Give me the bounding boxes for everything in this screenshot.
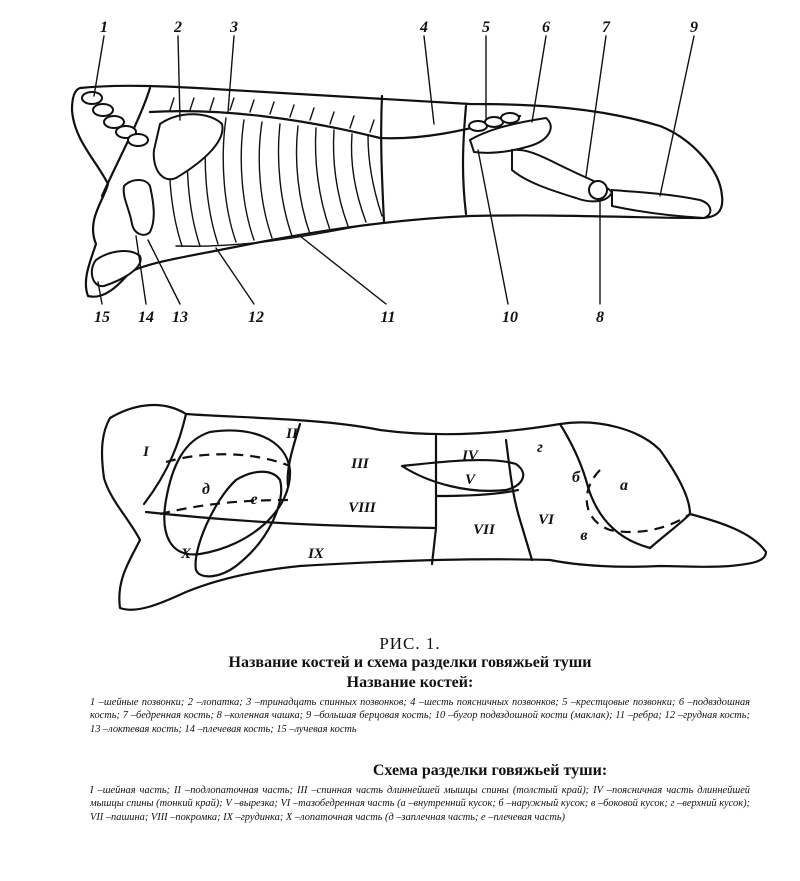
label-9: 9 bbox=[690, 19, 698, 36]
cut-label-IX: IX bbox=[308, 546, 324, 562]
cut-label-II: II bbox=[286, 426, 298, 442]
cut-label-g: г bbox=[537, 439, 543, 456]
cut-label-III: III bbox=[351, 456, 369, 472]
cuts-legend-text: I –шейная часть; II –подлопаточная часть; III –спинная часть длиннейшей мышцы спины (толстый край); IV –поясничная часть длиннейшей мышцы спины (тонкий край); V –вырезка; VI –тазобедренная часть (а –внутренний кусок; б –наружный кусок; в –боковой кусок; г –верхний кусок); VII –пашина; VIII –покромка; IX –грудинка; X –лопаточная часть (д –заплечная часть; е –плечевая часть) bbox=[90, 785, 750, 823]
cut-label-a: а bbox=[620, 477, 628, 494]
cut-label-d: д bbox=[202, 481, 210, 498]
dashed-line-1 bbox=[166, 454, 290, 466]
label-13: 13 bbox=[172, 309, 188, 326]
label-15: 15 bbox=[94, 309, 110, 326]
figure-title: Название костей и схема разделки говяжьей туши bbox=[228, 654, 592, 671]
cut-label-V: V bbox=[464, 472, 476, 488]
dashed-line-2 bbox=[160, 500, 292, 514]
label-4: 4 bbox=[420, 19, 428, 36]
label-5: 5 bbox=[482, 19, 490, 36]
bones-legend-text: 1 –шейные позвонки; 2 –лопатка; 3 –тринадцать спинных позвонков; 4 –шесть поясничных позвонков; 5 –крестцовые позвонки; 6 –подвздошная кость; 7 –бедренная кость; 8 –коленная чашка; 9 –большая берцовая кость; 10 –бугор подвздошной кости (маклак); 11 –ребра; 12 –грудная кость; 13 –локтевая кость; 14 –плечевая кость; 15 –лучевая кость bbox=[90, 697, 750, 735]
figure-number: РИС. 1. bbox=[379, 634, 441, 653]
label-6: 6 bbox=[542, 19, 550, 36]
label-11: 11 bbox=[380, 309, 396, 326]
cut-label-e: е bbox=[250, 491, 258, 508]
cut-label-VII: VII bbox=[473, 522, 495, 538]
bones-heading: Название костей: bbox=[346, 674, 474, 691]
cut-label-I: I bbox=[143, 444, 149, 460]
label-14: 14 bbox=[138, 309, 154, 326]
label-1: 1 bbox=[100, 19, 108, 36]
cut-lines bbox=[144, 414, 690, 564]
cut-label-v: в bbox=[580, 527, 588, 544]
cuts-heading: Схема разделки говяжьей туши: bbox=[372, 762, 608, 779]
dashed-line-3 bbox=[587, 470, 690, 532]
label-8: 8 bbox=[596, 309, 604, 326]
label-10: 10 bbox=[502, 309, 518, 326]
cut-label-b: б bbox=[572, 469, 580, 486]
label-2: 2 bbox=[174, 19, 182, 36]
cut-label-IV: IV bbox=[462, 448, 478, 464]
label-3: 3 bbox=[230, 19, 238, 36]
cut-label-VIII: VIII bbox=[348, 500, 376, 516]
tenderloin-outline bbox=[402, 460, 523, 491]
shoulder-ellipse-d bbox=[164, 431, 290, 555]
cut-label-VI: VI bbox=[538, 512, 554, 528]
label-7: 7 bbox=[602, 19, 610, 36]
label-12: 12 bbox=[248, 309, 264, 326]
cut-label-X: X bbox=[180, 546, 192, 562]
